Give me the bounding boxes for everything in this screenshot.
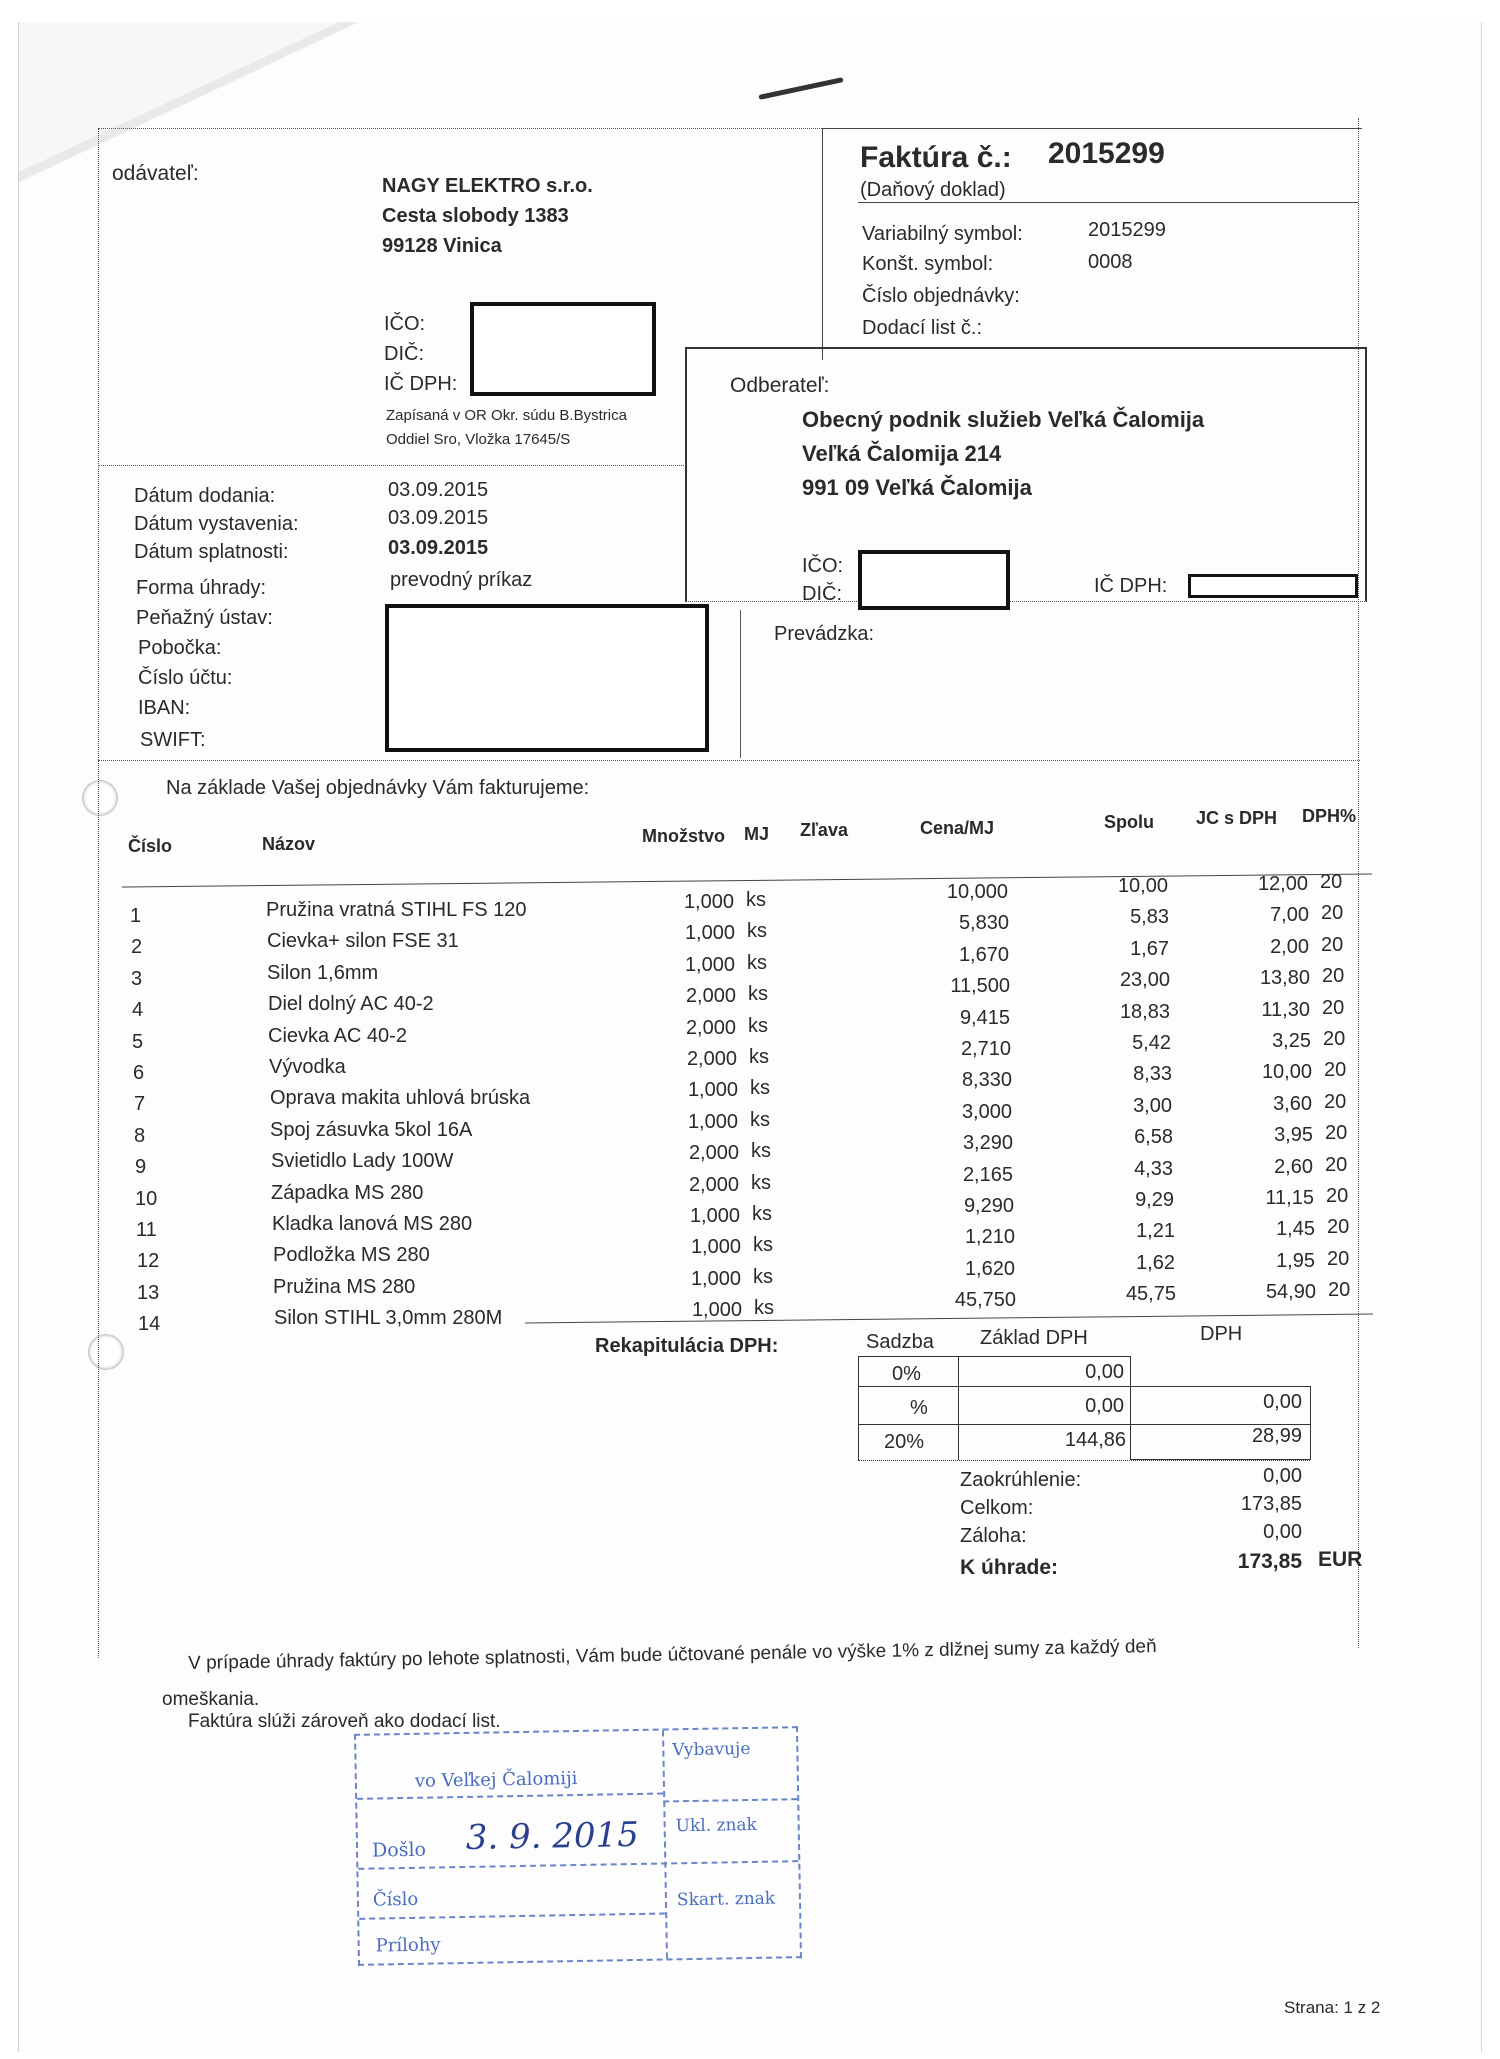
stamp-file-label: Ukl. znak: [675, 1814, 758, 1837]
item-qty: 1,000: [690, 1267, 741, 1290]
item-name: Silon 1,6mm: [267, 961, 379, 984]
supplier-ico-label: IČO:: [384, 313, 426, 335]
item-no: 6: [133, 1062, 145, 1084]
item-vat: 20: [1322, 965, 1345, 988]
redacted-customer-ids: [858, 550, 1010, 610]
item-vat: 20: [1328, 1279, 1351, 1302]
vat-row-1-base: 0,00: [1085, 1395, 1124, 1417]
item-no: 10: [135, 1187, 158, 1210]
iban-label: IBAN:: [138, 697, 191, 719]
item-gross: 7,00: [1270, 904, 1309, 927]
vat-col-base: Základ DPH: [980, 1327, 1088, 1349]
supplier-dic-label: DIČ:: [384, 343, 424, 365]
item-name: Svietidlo Lady 100W: [271, 1150, 454, 1173]
total-label: Celkom:: [960, 1497, 1034, 1519]
folded-corner-inner: [19, 22, 339, 172]
stamp-row-divider-4: [663, 1798, 797, 1802]
item-no: 9: [135, 1156, 147, 1179]
item-gross: 11,30: [1261, 998, 1310, 1021]
item-price: 1,210: [964, 1226, 1015, 1249]
item-qty: 1,000: [683, 891, 734, 913]
item-vat: 20: [1324, 1090, 1347, 1113]
item-vat: 20: [1327, 1216, 1350, 1239]
item-vat: 20: [1321, 933, 1344, 956]
bank-label: Peňažný ústav:: [136, 607, 273, 629]
delivery-note-label: Dodací list č.:: [862, 317, 983, 339]
customer-label: Odberateľ:: [730, 374, 830, 397]
item-total: 1,67: [1130, 937, 1169, 960]
item-vat: 20: [1327, 1247, 1350, 1270]
col-cislo: Číslo: [128, 836, 173, 856]
item-total: 5,42: [1132, 1032, 1171, 1054]
item-gross: 3,95: [1274, 1124, 1313, 1147]
item-name: Západka MS 280: [271, 1181, 424, 1204]
punch-hole-top: [82, 780, 118, 816]
col-spolu: Spolu: [1104, 812, 1154, 832]
payment-method-value: prevodný príkaz: [390, 569, 533, 591]
item-vat: 20: [1321, 902, 1344, 925]
item-vat: 20: [1322, 996, 1345, 1019]
item-qty: 2,000: [688, 1142, 739, 1165]
item-gross: 2,00: [1270, 935, 1309, 958]
item-unit: ks: [751, 1140, 771, 1163]
const-symbol-value: 0008: [1088, 251, 1133, 273]
invoice-title: Faktúra č.:: [860, 141, 1012, 174]
vat-col-vat: DPH: [1200, 1323, 1243, 1345]
item-total: 8,33: [1133, 1063, 1172, 1086]
item-total: 23,00: [1119, 969, 1170, 992]
vat-row-1-rate: %: [910, 1397, 928, 1419]
item-name: Pružina vratná STIHL FS 120: [266, 899, 527, 921]
item-total: 1,21: [1136, 1220, 1175, 1243]
item-no: 14: [138, 1313, 161, 1336]
item-name: Oprava makita uhlová brúska: [270, 1087, 531, 1110]
item-no: 11: [136, 1219, 157, 1241]
item-total: 9,29: [1135, 1189, 1174, 1211]
item-total: 1,62: [1136, 1251, 1175, 1274]
customer-ico-label: IČO:: [802, 555, 844, 577]
total-value: 173,85: [1240, 1493, 1302, 1515]
supplier-street: Cesta slobody 1383: [382, 205, 569, 227]
item-vat: 20: [1326, 1185, 1349, 1207]
amount-due-label: K úhrade:: [960, 1556, 1059, 1579]
item-qty: 1,000: [687, 1110, 738, 1133]
item-name: Diel dolný AC 40-2: [268, 993, 434, 1016]
item-vat: 20: [1320, 871, 1343, 893]
customer-dic-label: DIČ:: [802, 583, 842, 605]
penalty-text-line1: V prípade úhrady faktúry po lehote splatnosti, Vám bude účtované penále vo výške 1% z dlžnej sumy za každý deň: [188, 1636, 1157, 1674]
item-price: 1,620: [964, 1257, 1015, 1280]
item-unit: ks: [750, 1108, 770, 1131]
item-vat: 20: [1324, 1059, 1347, 1082]
var-symbol-value: 2015299: [1088, 219, 1166, 241]
vat-row-line-3: [858, 1460, 1310, 1461]
item-no: 5: [132, 1030, 144, 1053]
deposit-label: Záloha:: [960, 1525, 1027, 1547]
item-gross: 3,60: [1273, 1092, 1312, 1115]
item-price: 3,000: [961, 1100, 1012, 1123]
item-total: 18,83: [1119, 1000, 1170, 1023]
item-gross: 54,90: [1265, 1281, 1316, 1304]
frame-top-left: [98, 128, 822, 129]
item-name: Podložka MS 280: [273, 1244, 430, 1267]
customer-name: Obecný podnik služieb Veľká Čalomija: [802, 407, 1205, 432]
item-total: 10,00: [1117, 875, 1168, 897]
amount-due-value: 173,85: [1237, 1550, 1302, 1573]
item-price: 2,710: [960, 1038, 1011, 1060]
branch-label: Pobočka:: [138, 637, 222, 659]
item-name: Pružina MS 280: [273, 1275, 416, 1298]
item-unit: ks: [748, 983, 768, 1006]
customer-street: Veľká Čalomija 214: [802, 441, 1002, 466]
supplier-label: odávateľ:: [112, 162, 199, 185]
redacted-customer-icdph: [1188, 574, 1358, 598]
item-gross: 13,80: [1259, 967, 1310, 990]
deposit-value: 0,00: [1263, 1521, 1302, 1543]
rounding-label: Zaokrúhlenie:: [960, 1469, 1082, 1491]
vat-row-line-1: [858, 1386, 1310, 1387]
item-total: 5,83: [1130, 906, 1169, 929]
punch-hole-bottom: [88, 1334, 124, 1370]
vat-row-line-0: [858, 1356, 1130, 1357]
stamp-received-date: 3. 9. 2015: [465, 1814, 640, 1858]
due-date-value: 03.09.2015: [388, 537, 489, 559]
item-no: 2: [131, 936, 143, 959]
vat-recap-label: Rekapitulácia DPH:: [595, 1335, 779, 1357]
item-price: 45,750: [954, 1289, 1016, 1312]
swift-label: SWIFT:: [140, 729, 206, 751]
item-qty: 2,000: [685, 1016, 736, 1039]
item-price: 11,500: [950, 975, 1010, 998]
supplier-city: 99128 Vinica: [382, 235, 502, 257]
vat-col-rate: Sadzba: [866, 1331, 934, 1353]
issue-date-label: Dátum vystavenia:: [134, 513, 299, 535]
item-unit: ks: [750, 1077, 770, 1100]
item-no: 12: [137, 1250, 160, 1273]
item-gross: 11,15: [1265, 1187, 1314, 1209]
item-unit: ks: [752, 1203, 772, 1225]
payment-method-label: Forma úhrady:: [136, 577, 267, 599]
item-price: 3,290: [962, 1132, 1013, 1155]
item-vat: 20: [1325, 1153, 1348, 1176]
item-no: 7: [134, 1093, 146, 1116]
order-number-label: Číslo objednávky:: [862, 285, 1020, 307]
vat-grid-mid: [958, 1356, 959, 1460]
col-zlava: Zľava: [800, 820, 848, 840]
item-price: 9,415: [959, 1006, 1010, 1029]
intro-text: Na základe Vašej objednávky Vám fakturujeme:: [166, 777, 590, 799]
item-qty: 1,000: [690, 1236, 741, 1259]
delivery-date-value: 03.09.2015: [388, 479, 489, 501]
supplier-name: NAGY ELEKTRO s.r.o.: [382, 175, 593, 197]
premises-label: Prevádzka:: [774, 623, 875, 645]
item-price: 9,290: [963, 1195, 1014, 1217]
stamp-shred-label: Skart. znak: [676, 1888, 776, 1911]
header-bottom-divider: [98, 760, 1360, 761]
customer-city: 991 09 Veľká Čalomija: [802, 475, 1032, 500]
due-date-label: Dátum splatnosti:: [134, 541, 289, 563]
item-price: 1,670: [958, 943, 1009, 966]
invoice-number: 2015299: [1048, 137, 1165, 170]
item-gross: 1,45: [1276, 1218, 1315, 1241]
item-unit: ks: [753, 1234, 773, 1257]
delivery-date-label: Dátum dodania:: [134, 485, 276, 507]
stamp-column-divider: [662, 1730, 668, 1958]
item-qty: 1,000: [684, 922, 735, 945]
item-no: 4: [132, 999, 144, 1022]
frame-left: [98, 128, 99, 1658]
item-gross: 3,25: [1272, 1030, 1311, 1052]
premises-divider: [740, 610, 741, 758]
stamp-title: vo Veľkej Čalomiji: [414, 1768, 578, 1792]
item-gross: 12,00: [1257, 873, 1308, 895]
col-cena-mj: Cena/MJ: [920, 818, 995, 838]
delivery-note-text: Faktúra slúži zároveň ako dodací list.: [188, 1711, 501, 1732]
item-vat: 20: [1325, 1122, 1348, 1145]
item-unit: ks: [747, 920, 767, 943]
item-name: Kladka lanová MS 280: [272, 1213, 473, 1235]
supplier-icdph-label: IČ DPH:: [384, 373, 458, 395]
item-qty: 1,000: [691, 1299, 742, 1322]
item-unit: ks: [748, 1014, 768, 1037]
item-unit: ks: [749, 1046, 769, 1068]
item-total: 3,00: [1133, 1094, 1172, 1117]
account-label: Číslo účtu:: [138, 667, 233, 689]
item-price: 10,000: [946, 881, 1008, 903]
vat-row-2-rate: 20%: [884, 1431, 925, 1453]
item-no: 1: [130, 905, 142, 927]
item-qty: 1,000: [684, 953, 735, 976]
vat-row-2-vat: 28,99: [1251, 1425, 1302, 1447]
item-gross: 1,95: [1276, 1249, 1315, 1272]
item-qty: 2,000: [688, 1173, 739, 1196]
item-unit: ks: [751, 1171, 771, 1194]
item-gross: 2,60: [1274, 1155, 1313, 1178]
item-name: Silon STIHL 3,0mm 280M: [274, 1307, 503, 1330]
item-price: 2,165: [962, 1163, 1013, 1186]
item-total: 6,58: [1134, 1126, 1173, 1149]
redacted-bank-details: [385, 604, 709, 752]
item-total: 45,75: [1125, 1283, 1176, 1306]
item-price: 8,330: [961, 1069, 1012, 1092]
penalty-text-line2: omeškania.: [162, 1689, 260, 1710]
stamp-row-divider-1: [357, 1793, 663, 1800]
item-unit: ks: [753, 1265, 773, 1288]
invoice-subtitle: (Daňový doklad): [860, 179, 1006, 201]
stamp-row-divider-3: [359, 1912, 665, 1919]
rounding-value: 0,00: [1263, 1465, 1302, 1487]
item-unit: ks: [746, 889, 766, 911]
customer-icdph-label: IČ DPH:: [1094, 575, 1168, 597]
supplier-reg-line1: Zapísaná v OR Okr. súdu B.Bystrica: [386, 407, 627, 424]
var-symbol-label: Variabilný symbol:: [862, 223, 1023, 245]
currency: EUR: [1318, 1548, 1363, 1571]
item-no: 3: [131, 967, 143, 990]
supplier-reg-line2: Oddiel Sro, Vložka 17645/S: [386, 431, 571, 448]
page-number: Strana: 1 z 2: [1284, 1998, 1381, 2017]
invoice-box-left: [822, 128, 823, 360]
item-name: Vývodka: [269, 1056, 346, 1078]
col-mnozstvo: Množstvo: [642, 826, 725, 846]
item-price: 5,830: [958, 912, 1009, 935]
item-no: 8: [134, 1124, 146, 1147]
item-qty: 1,000: [689, 1205, 740, 1227]
stamp-attachments-label: Prílohy: [375, 1934, 441, 1957]
vat-grid-left: [858, 1356, 859, 1460]
item-vat: 20: [1323, 1028, 1346, 1050]
col-dph-pct: DPH%: [1302, 806, 1357, 826]
col-mj: MJ: [744, 824, 770, 844]
frame-top-right: [822, 128, 1362, 129]
stamp-row-divider-2: [358, 1860, 798, 1870]
item-qty: 1,000: [687, 1079, 738, 1102]
item-unit: ks: [754, 1297, 774, 1320]
item-qty: 2,000: [685, 985, 736, 1008]
stamp-number-label: Číslo: [372, 1888, 419, 1911]
item-no: 13: [137, 1281, 160, 1304]
vat-row-2-base: 144,86: [1064, 1429, 1126, 1451]
item-name: Cievka+ silon FSE 31: [267, 930, 459, 953]
invoice-title-divider: [858, 202, 1358, 203]
stamp-handles-label: Vybavuje: [672, 1738, 751, 1761]
item-name: Spoj zásuvka 5kol 16A: [270, 1118, 473, 1141]
const-symbol-label: Konšt. symbol:: [862, 253, 994, 275]
item-gross: 10,00: [1261, 1061, 1312, 1084]
redacted-supplier-ids: [470, 302, 656, 396]
received-stamp: [354, 1726, 802, 1966]
vat-row-1-vat: 0,00: [1263, 1391, 1302, 1413]
dates-divider: [98, 465, 686, 466]
col-jc-s-dph: JC s DPH: [1196, 808, 1278, 828]
col-nazov: Názov: [262, 834, 316, 854]
stamp-received-label: Došlo: [371, 1838, 427, 1862]
vat-row-0-base: 0,00: [1085, 1361, 1124, 1383]
item-total: 4,33: [1134, 1157, 1173, 1180]
issue-date-value: 03.09.2015: [388, 507, 489, 529]
item-qty: 2,000: [686, 1048, 737, 1070]
vat-row-0-rate: 0%: [892, 1363, 921, 1385]
item-name: Cievka AC 40-2: [268, 1024, 407, 1047]
item-unit: ks: [747, 951, 767, 974]
